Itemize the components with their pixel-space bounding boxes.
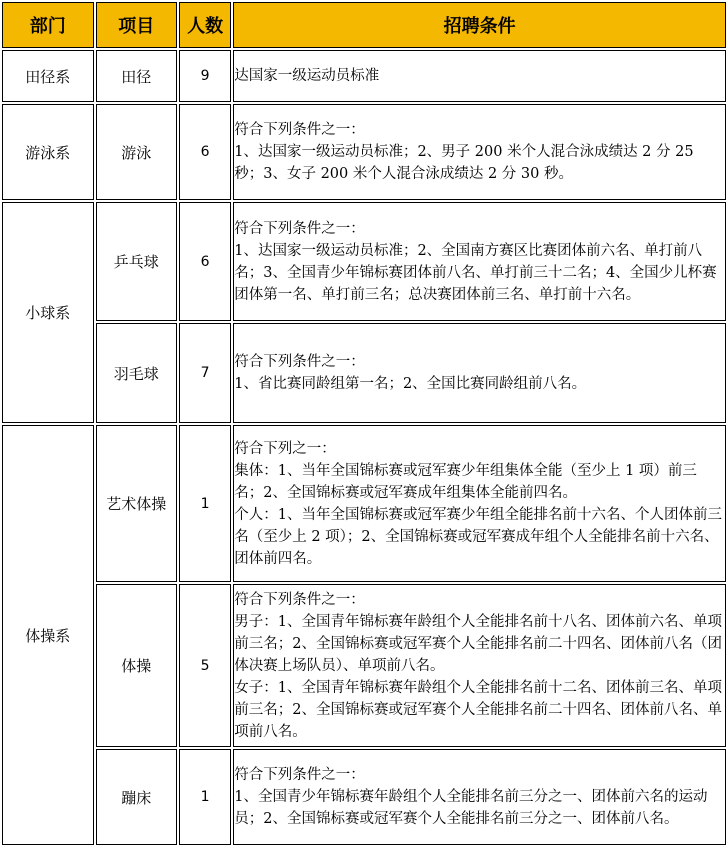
header-row: [2, 2, 726, 48]
count-cell: 6: [179, 202, 231, 321]
conditions-cell: 符合下列条件之一： 男子：1、全国青年锦标赛年龄组个人全能排名前十八名、团体前六名、单项前三名；2、全国锦标赛或冠军赛个人全能排名前二十四名、团体前八名（团体决赛上场队员）、单项前八名。 女子：1、全国青年锦标赛年龄组个人全能排名前十二名、团体前三名、单项前三名；2、全国锦标赛或冠军赛个人全能排名前二十四名、团体前八名、单项前八名。: [233, 584, 726, 747]
conditions-cell: 符合下列条件之一： 1、达国家一级运动员标准；2、全国南方赛区比赛团体前六名、单打前八名；3、全国青少年锦标赛团体前八名、单打前三十二名；4、全国少儿杯赛团体第一名、单打前三名；总决赛团体前三名、单打前十六名。: [233, 202, 726, 321]
count-cell: 1: [179, 749, 231, 845]
project-cell: 田径: [96, 50, 177, 102]
count-cell: 7: [179, 323, 231, 423]
project-cell: 乒乓球: [96, 202, 177, 321]
table-row: [2, 749, 726, 845]
table-row: [2, 425, 726, 582]
header-conditions: 招聘条件: [233, 2, 726, 48]
table-row: [2, 50, 726, 102]
dept-cell: 游泳系: [2, 104, 94, 200]
project-cell: 游泳: [96, 104, 177, 200]
count-cell: 1: [179, 425, 231, 582]
conditions-cell: 达国家一级运动员标准: [233, 50, 726, 102]
dept-cell: 田径系: [2, 50, 94, 102]
conditions-cell: 符合下列条件之一： 1、全国青少年锦标赛年龄组个人全能排名前三分之一、团体前六名的运动员；2、全国锦标赛或冠军赛个人全能排名前三分之一、团体前八名。: [233, 749, 726, 845]
conditions-cell: 符合下列条件之一： 1、达国家一级运动员标准；2、男子 200 米个人混合泳成绩达 2 分 25 秒；3、女子 200 米个人混合泳成绩达 2 分 30 秒。: [233, 104, 726, 200]
count-cell: 6: [179, 104, 231, 200]
project-cell: 羽毛球: [96, 323, 177, 423]
table-row: [2, 202, 726, 321]
project-cell: 艺术体操: [96, 425, 177, 582]
conditions-cell: 符合下列条件之一： 1、省比赛同龄组第一名；2、全国比赛同龄组前八名。: [233, 323, 726, 423]
table-row: [2, 584, 726, 747]
header-count: 人数: [179, 2, 231, 48]
conditions-cell: 符合下列之一： 集体：1、当年全国锦标赛或冠军赛少年组集体全能（至少上 1 项）前三名；2、全国锦标赛或冠军赛成年组集体全能前四名。 个人：1、当年全国锦标赛或冠军赛少年组全能排名前十六名、个人团体前三名（至少上 2 项）；2、全国锦标赛或冠军赛成年组个人全能排名前十六名、团体前四名。: [233, 425, 726, 582]
header-project: 项目: [96, 2, 177, 48]
project-cell: 体操: [96, 584, 177, 747]
count-cell: 9: [179, 50, 231, 102]
count-cell: 5: [179, 584, 231, 747]
project-cell: 蹦床: [96, 749, 177, 845]
table-row: [2, 104, 726, 200]
dept-cell: 体操系: [2, 425, 94, 845]
header-dept: 部门: [2, 2, 94, 48]
dept-cell: 小球系: [2, 202, 94, 423]
table-row: [2, 323, 726, 423]
